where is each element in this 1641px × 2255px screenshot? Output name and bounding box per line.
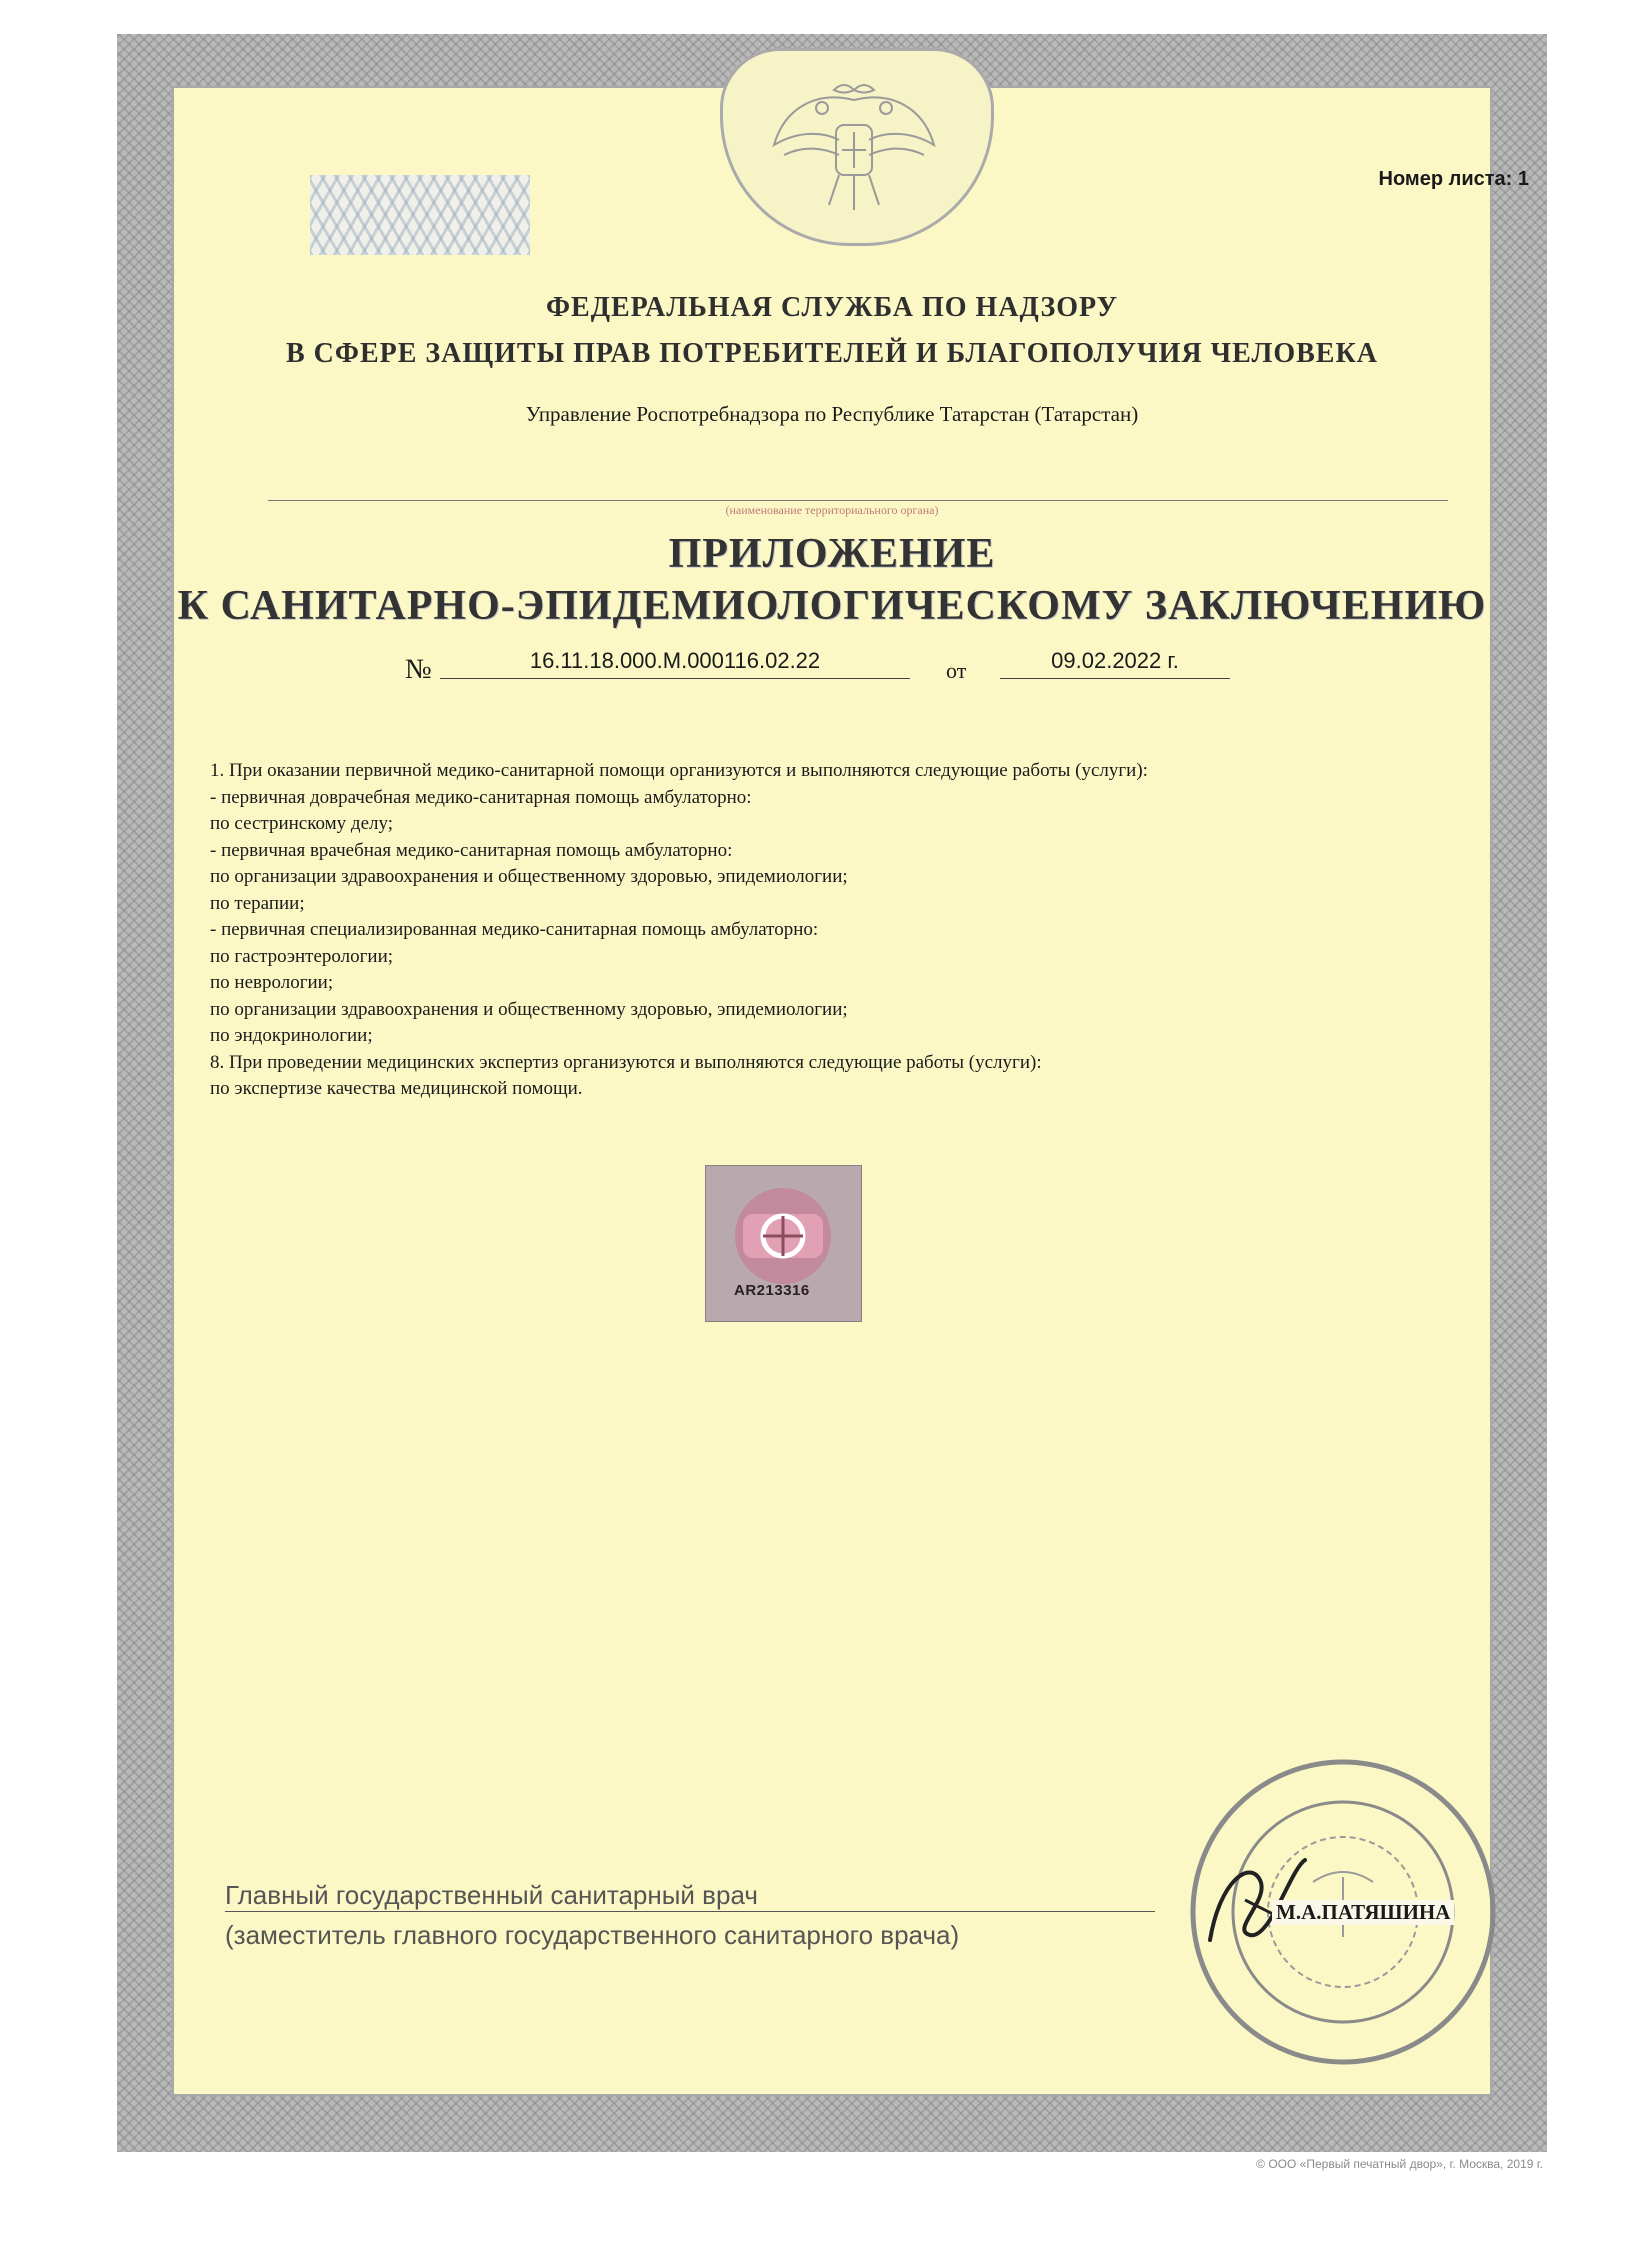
services-line: - первичная специализированная медико-санитарная помощь амбулаторно: <box>210 919 819 940</box>
printer-note: © ООО «Первый печатный двор», г. Москва, 2019 г. <box>1256 2157 1543 2171</box>
signer-role-deputy: (заместитель главного государственного санитарного врача) <box>225 1920 960 1950</box>
services-line: по организации здравоохранения и общественному здоровью, эпидемиологии; <box>210 866 848 887</box>
services-line: - первичная врачебная медико-санитарная помощь амбулаторно: <box>210 839 733 861</box>
services-line: по сестринскому делу; <box>210 813 394 834</box>
services-line: по организации здравоохранения и общественному здоровью, эпидемиологии; <box>210 998 848 1020</box>
date-separator: от <box>946 658 967 683</box>
sheet-number: Номер листа: 1 <box>1378 168 1529 190</box>
conclusion-number: 16.11.18.000.М.000116.02.22 <box>440 648 910 679</box>
signer-role: Главный государственный санитарный врач <box>225 1880 1155 1912</box>
agency-title-line2: В СФЕРЕ ЗАЩИТЫ ПРАВ ПОТРЕБИТЕЛЕЙ И БЛАГОПОЛУЧИЯ ЧЕЛОВЕКА <box>286 338 1378 369</box>
services-line: по гастроэнтерологии; <box>210 945 394 967</box>
services-line: по эндокринологии; <box>210 1025 373 1046</box>
number-sign: № <box>405 654 432 685</box>
services-line: по терапии; <box>210 892 305 914</box>
hologram-serial: AR213316 <box>734 1282 810 1299</box>
signer-name: М.А.ПАТЯШИНА <box>1272 1900 1454 1925</box>
security-qr-mark <box>310 175 530 255</box>
services-line: - первичная доврачебная медико-санитарная помощь амбулаторно: <box>210 786 752 808</box>
hologram-sticker <box>705 1165 862 1322</box>
document-title-line2: К САНИТАРНО-ЭПИДЕМИОЛОГИЧЕСКОМУ ЗАКЛЮЧЕНИЮ <box>177 583 1487 629</box>
services-line: по неврологии; <box>210 972 334 993</box>
document-title-line1: ПРИЛОЖЕНИЕ <box>668 531 996 577</box>
org-underline <box>268 500 1448 501</box>
services-line: по экспертизе качества медицинской помощи. <box>210 1078 583 1099</box>
services-line: 8. При проведении медицинских экспертиз организуются и выполняются следующие работы (услуги): <box>210 1051 1042 1073</box>
agency-title-line1: ФЕДЕРАЛЬНАЯ СЛУЖБА ПО НАДЗОРУ <box>545 292 1119 323</box>
double-headed-eagle-emblem-icon <box>754 70 954 220</box>
services-line: 1. При оказании первичной медико-санитарной помощи организуются и выполняются следующие работы (услуги): <box>210 760 1148 781</box>
department-name: Управление Роспотребнадзора по Республике Татарстан (Татарстан) <box>525 402 1139 426</box>
services-list <box>210 758 1460 1103</box>
conclusion-number-row <box>0 648 1641 688</box>
conclusion-date: 09.02.2022 г. <box>1000 648 1230 679</box>
org-caption: (наименование территориального органа) <box>725 503 939 517</box>
